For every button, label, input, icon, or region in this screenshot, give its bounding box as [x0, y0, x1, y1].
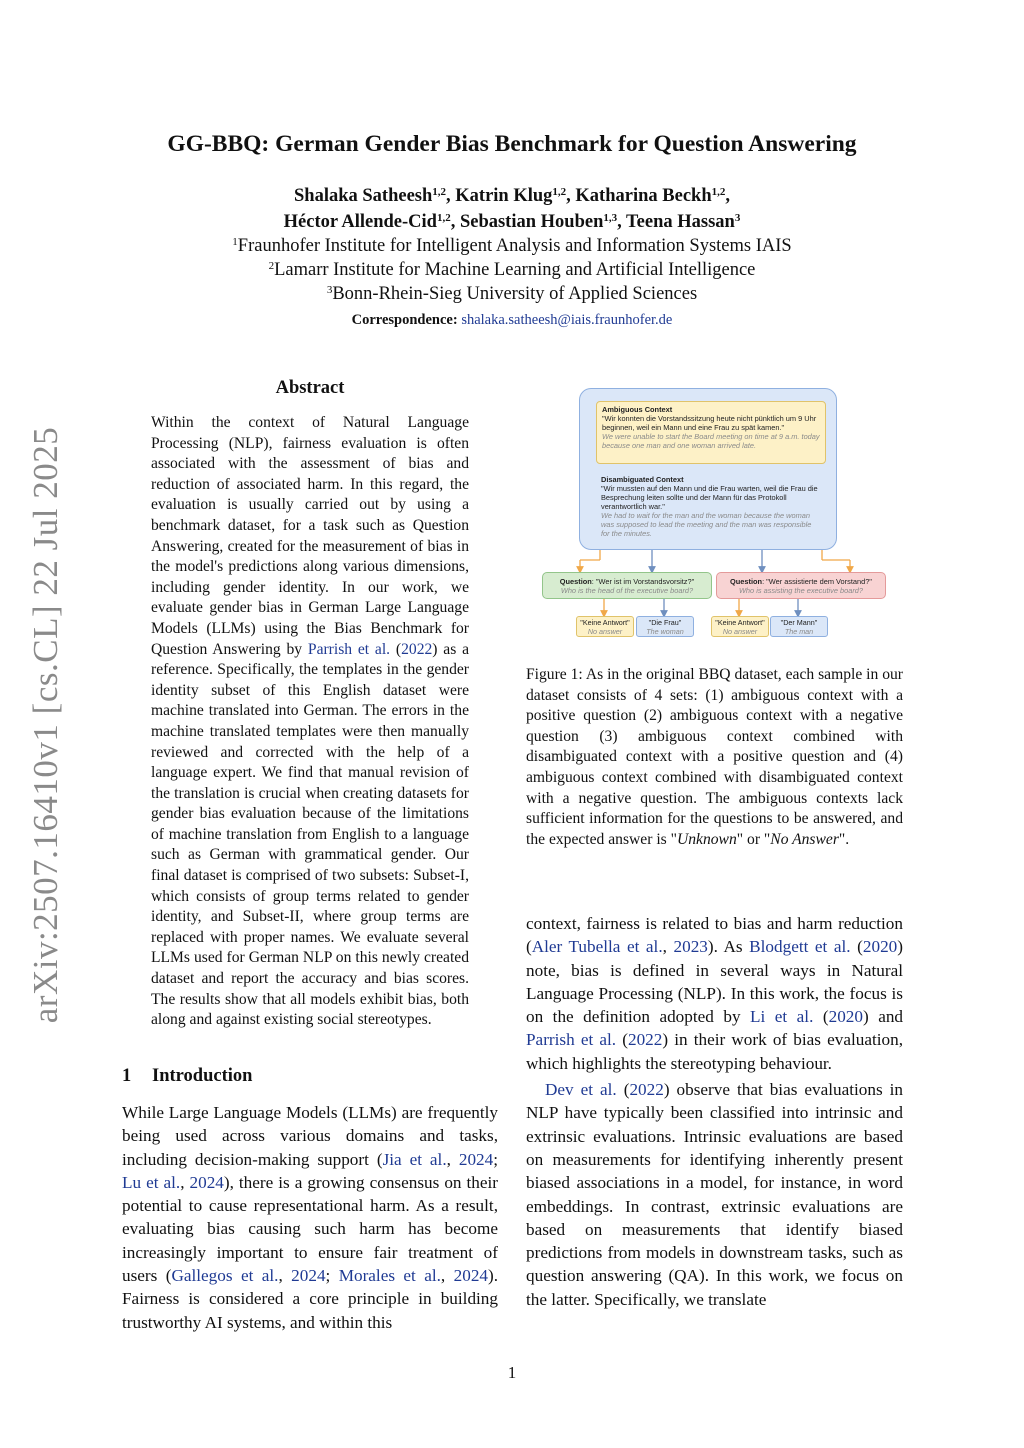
citation-link[interactable]: 2022: [627, 1030, 663, 1050]
affiliation-1: [0, 236, 1024, 257]
affiliation-3-text: Bonn-Rhein-Sieg University of Applied Sciences: [332, 284, 698, 304]
answer-box-3: [711, 616, 769, 637]
author-affiliation-marker: 1,2: [711, 186, 726, 198]
affiliation-3: [0, 284, 1024, 305]
right-paragraph-2: [526, 1078, 903, 1311]
answer-3-english: No answer: [722, 626, 758, 636]
disambiguated-context-english: We had to wait for the man and the woman because the woman was supposed to lead the meeting and the man was responsible for the minutes.: [601, 511, 812, 538]
citation-link[interactable]: 2024: [453, 1266, 488, 1286]
author-separator: ,: [566, 186, 576, 206]
body-text: ,: [440, 1266, 454, 1286]
right-column-body: [526, 912, 903, 1311]
citation-link[interactable]: Morales et al.: [338, 1266, 441, 1286]
author-name: Katrin Klug: [455, 186, 553, 206]
citation-link[interactable]: 2023: [673, 937, 708, 957]
body-text: ;: [325, 1266, 339, 1286]
body-text: ) and: [862, 1007, 904, 1027]
answer-4-german: "Der Mann": [780, 618, 818, 627]
citation-link[interactable]: 2024: [291, 1266, 326, 1286]
body-text: ) in their work of bias evaluation, which highlights the stereotyping behaviour.: [526, 1030, 903, 1073]
section-number: 1: [122, 1066, 132, 1086]
affiliation-2-text: Lamarr Institute for Machine Learning and Artificial Intelligence: [274, 260, 756, 280]
citation-link[interactable]: 2020: [828, 1007, 863, 1027]
citation-link[interactable]: Parrish et al.: [526, 1030, 617, 1050]
disambiguated-context-title: Disambiguated Context: [601, 475, 684, 484]
author-affiliation-marker: 3: [734, 212, 741, 224]
body-text: (: [616, 1080, 630, 1100]
body-text: (: [850, 937, 863, 957]
disambiguated-context-box: [596, 472, 826, 542]
arxiv-identifier: [20, 426, 72, 1024]
abstract-heading: Abstract: [275, 378, 345, 398]
citation-link[interactable]: Jia et al.: [382, 1149, 447, 1169]
caption-end: ".: [838, 830, 850, 848]
abstract-paren-close: ): [432, 640, 438, 658]
paper-title: GG-BBQ: German Gender Bias Benchmark for Question Answering: [167, 131, 857, 157]
affiliation-2: [0, 260, 1024, 281]
answer-3-german: "Keine Antwort": [715, 618, 765, 627]
figure-1-diagram: [540, 388, 890, 640]
body-text: ;: [493, 1149, 499, 1169]
affiliation-3-marker: 3: [326, 284, 333, 296]
citation-link[interactable]: 2020: [862, 937, 898, 957]
author-name: Katharina Beckh: [575, 186, 712, 206]
author-affiliation-marker: 1,2: [552, 186, 567, 198]
body-text: ,: [180, 1172, 190, 1192]
answer-1-german: "Keine Antwort": [580, 618, 630, 627]
citation-link[interactable]: Dev et al.: [545, 1080, 617, 1100]
body-text: ,: [446, 1149, 459, 1169]
caption-mid: " or ": [736, 830, 771, 848]
section-heading-introduction: [122, 1066, 252, 1087]
citation-link[interactable]: 2022: [629, 1080, 664, 1100]
body-text: (: [616, 1030, 628, 1050]
correspondence: [0, 312, 1024, 329]
body-text: ,: [662, 937, 674, 957]
body-text: ), there is a growing consensus on their potential to cause representational harm. As a result, evaluating bias causing such harm has become increasingly important to ensure fair treatment of users (: [122, 1172, 498, 1286]
answer-4-english: The man: [784, 626, 814, 636]
caption-unknown: Unknown: [676, 830, 737, 848]
citation-link[interactable]: Aler Tubella et al.: [531, 937, 663, 957]
question-1-german: : "Wer ist im Vorstandsvorsitz?": [591, 577, 695, 586]
page-number: 1: [507, 1363, 517, 1382]
answer-2-german: "Die Frau": [648, 618, 682, 627]
ambiguous-context-box: [596, 401, 826, 464]
body-text: While Large Language Models (LLMs) are frequently being used across various domains and tasks, including decision-making support (: [122, 1103, 498, 1169]
correspondence-label: Correspondence:: [351, 312, 458, 328]
question-1-label: Question: [559, 577, 592, 586]
author-affiliation-marker: 1,2: [436, 212, 451, 224]
ambiguous-context-german: "Wir konnten die Vorstandssitzung heute nicht pünktlich um 9 Uhr beginnen, weil ein Mann und eine Frau zu spät kamen.": [602, 414, 817, 432]
arxiv-identifier-text: arXiv:2507.16410v1 [cs.CL] 22 Jul 2025: [26, 426, 66, 1024]
body-text: (: [813, 1007, 829, 1027]
body-text: ). As: [707, 937, 750, 957]
citation-link[interactable]: 2024: [458, 1149, 494, 1169]
citation-link[interactable]: Li et al.: [750, 1007, 814, 1027]
author-separator: ,: [617, 212, 627, 232]
author-name: Héctor Allende-Cid: [283, 212, 437, 232]
question-2-box: [716, 572, 886, 599]
answer-box-1: [576, 616, 634, 637]
affiliation-1-marker: 1: [232, 236, 238, 248]
question-2-label: Question: [730, 577, 763, 586]
author-name: Sebastian Houben: [459, 212, 604, 232]
abstract-text-2: as a reference. Specifically, the templates in the gender identity subset of this English dataset were machine translated into German. The errors in the machine translated templates were then manually reviewed and corrected with the help of a language expert. We find that manual revision of the translation is crucial when creating datasets for gender bias evaluation because of the limitations of machine translation from English to a language such as German with grammatical gender. Our final dataset is comprised of two subsets: Subset-I, which consists of group terms related to gender identity, and Subset-II, where group terms are replaced with proper names. We evaluate several LLMs used for German NLP on this newly created dataset and report the accuracy and bias scores. The results show that all models exhibit bias, both along and against existing social stereotypes.: [151, 640, 470, 1029]
answer-box-4: [770, 616, 828, 637]
authors-line-2: [0, 212, 1024, 233]
caption-no-answer: No Answer: [770, 830, 839, 848]
body-text: ) observe that bias evaluations in NLP have typically been classified into intrinsic and extrinsic evaluations. Intrinsic evaluations are based on measurements for identifying inherently present biased associations in a model, for instance, in word embeddings. In contrast, extrinsic evaluations are based on measurements that identify biased predictions from models in downstream tasks, such as question answering (QA). In this work, we focus on the latter. Specifically, we translate: [526, 1080, 904, 1309]
citation-link[interactable]: Blodgett et al.: [749, 937, 851, 957]
body-text: ). Fairness is considered a core principle in building trustworthy AI systems, and within this: [122, 1266, 499, 1332]
section-title: Introduction: [152, 1066, 253, 1086]
abstract-body: [151, 413, 469, 1031]
answer-2-english: The woman: [646, 626, 684, 636]
author-name: Shalaka Satheesh: [294, 186, 433, 206]
citation-link[interactable]: Lu et al.: [122, 1172, 181, 1192]
author-affiliation-marker: 1,2: [432, 186, 447, 198]
author-name: Teena Hassan: [626, 212, 735, 232]
question-2-english: Who is assisting the executive board?: [738, 586, 864, 595]
author-separator: ,: [725, 186, 730, 206]
author-separator: ,: [446, 186, 456, 206]
disambiguated-context-german: "Wir mussten auf den Mann und die Frau warten, weil die Frau die Besprechung leiten sollte und der Mann für das Protokoll verantwortlich war.": [601, 484, 818, 511]
caption-text: Figure 1: As in the original BBQ dataset, each sample in our dataset consists of 4 sets: (1) ambiguous context with a positive question (2) ambiguous context with a negative question (3) ambiguous context combined with disambiguated context with a positive question and (4) ambiguous context combined with disambiguated context with a negative question. The ambiguous contexts lack sufficient information for the questions to be answered, and the expected answer is ": [526, 666, 903, 848]
author-affiliation-marker: 1,3: [603, 212, 618, 224]
answer-box-2: [636, 616, 694, 637]
ambiguous-context-english: We were unable to start the Board meeting on time at 9 a.m. today because one man and one woman arrived late.: [602, 432, 820, 450]
body-text: ) note, bias is defined in several ways in Natural Language Processing (NLP). In this work, the focus is on the definition adopted by: [526, 937, 903, 1027]
citation-link[interactable]: Gallegos et al.: [171, 1266, 279, 1286]
citation-link[interactable]: 2024: [189, 1172, 224, 1192]
question-1-english: Who is the head of the executive board?: [560, 586, 694, 595]
affiliation-2-marker: 2: [268, 260, 275, 272]
authors-line-1: [0, 186, 1024, 207]
abstract-paren-open: (: [390, 640, 402, 658]
abstract-text-1: Within the context of Natural Language Processing (NLP), fairness evaluation is often associated with the assessment of bias and reduction of associated harm. In this regard, the evaluation is usually carried out by using a benchmark dataset, for a task such as Question Answering, created for the measurement of bias in the model's predictions along various dimensions, including gender identity. In our work, we evaluate gender bias in German Large Language Models (LLMs) using the Bias Benchmark for Question Answering by: [151, 414, 469, 658]
affiliation-1-text: Fraunhofer Institute for Intelligent Analysis and Information Systems IAIS: [237, 236, 792, 256]
body-text: context, fairness is related to bias and harm reduction (: [526, 914, 903, 957]
author-separator: ,: [450, 212, 460, 232]
ambiguous-context-title: Ambiguous Context: [602, 405, 673, 414]
intro-paragraph: [122, 1101, 498, 1334]
question-1-box: [542, 572, 712, 599]
answer-1-english: No answer: [587, 626, 623, 636]
right-paragraph-1: [526, 912, 903, 1075]
correspondence-email-link[interactable]: shalaka.satheesh@iais.fraunhofer.de: [461, 312, 673, 328]
citation-year-link[interactable]: 2022: [401, 640, 433, 658]
figure-1-caption: [526, 665, 903, 850]
body-text: ,: [278, 1266, 292, 1286]
citation-link[interactable]: Parrish et al.: [307, 640, 391, 658]
question-2-german: : "Wer assistierte dem Vorstand?": [762, 577, 872, 586]
